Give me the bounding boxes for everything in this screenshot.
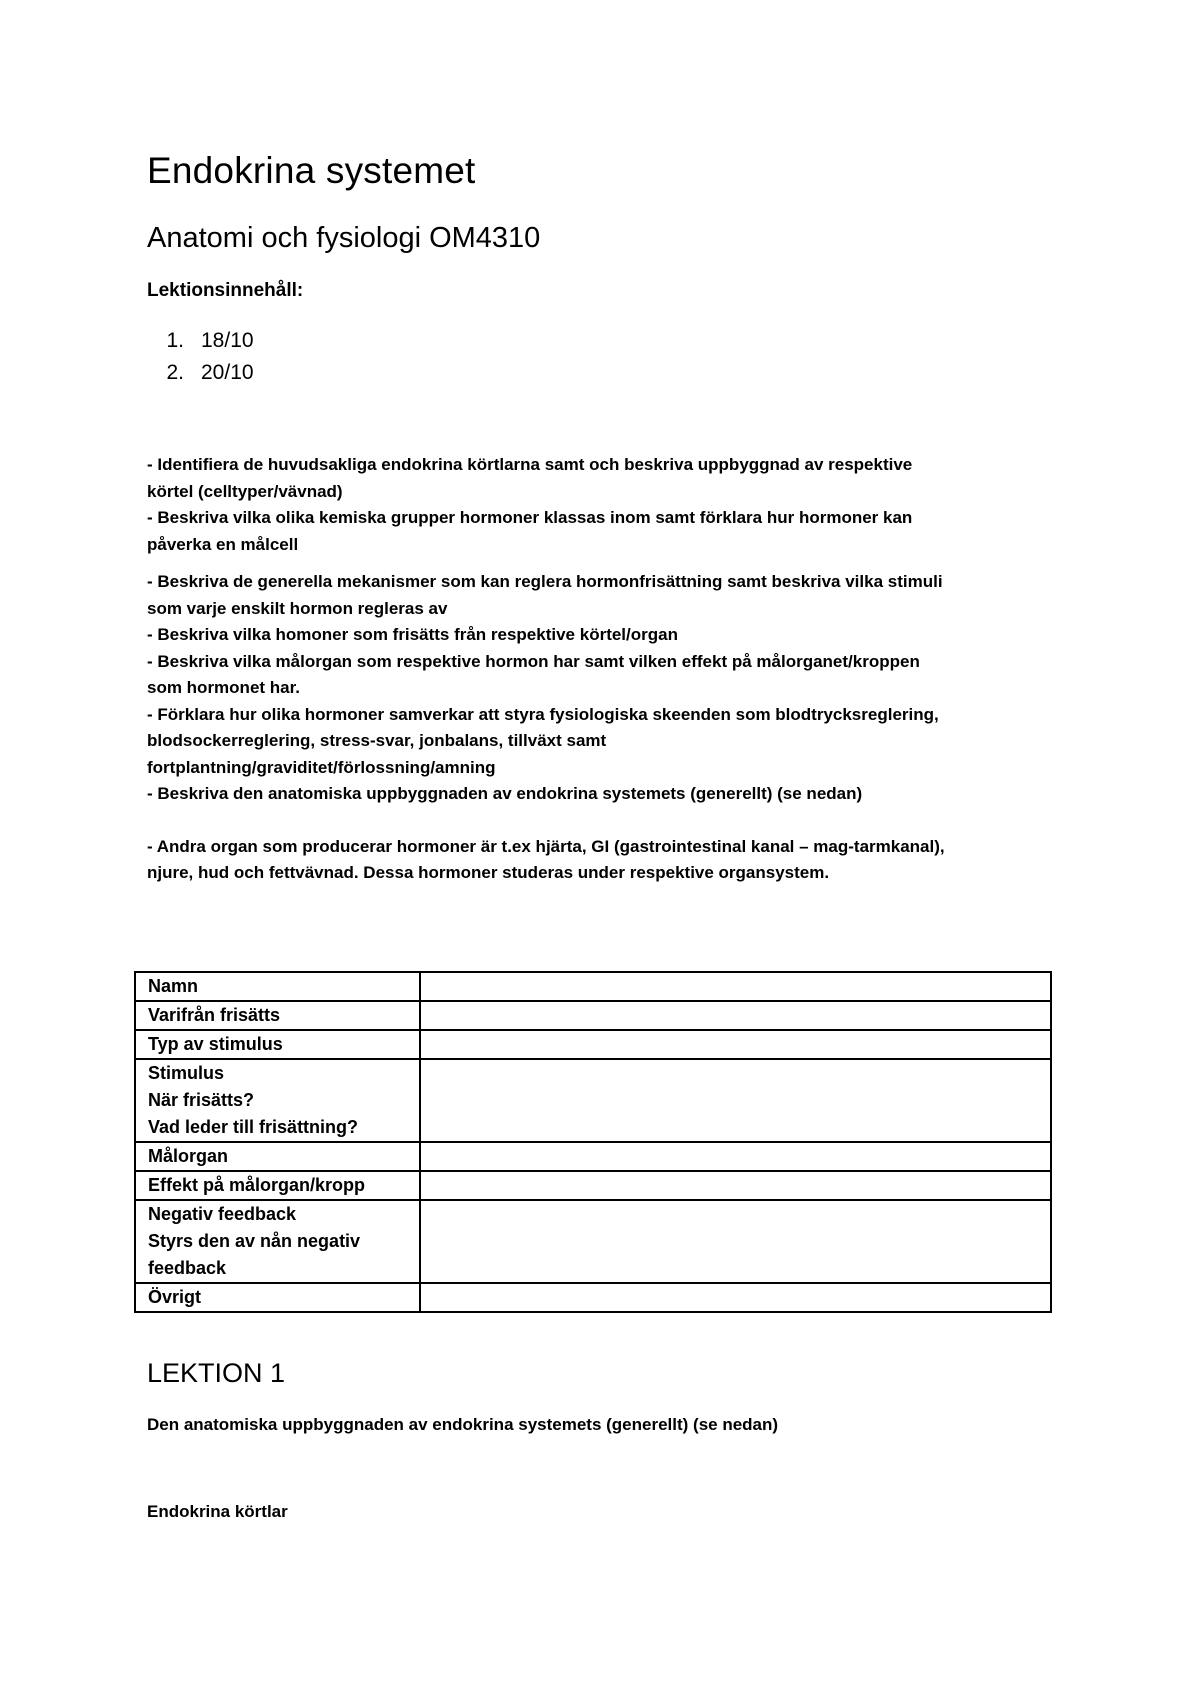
table-label-cell <box>135 1283 420 1312</box>
table-row <box>135 972 1051 1001</box>
table-row <box>135 1200 1051 1283</box>
objective-item: - Identifiera de huvudsakliga endokrina körtlarna samt och beskriva uppbyggnad av respektive körtel (celltyper/vävnad) <box>147 455 913 501</box>
lesson-content-heading: Lektionsinnehåll: <box>147 280 304 301</box>
learning-objectives <box>147 452 947 887</box>
endocrine-glands-heading: Endokrina körtlar <box>147 1502 288 1521</box>
table-value-cell <box>420 1171 1051 1200</box>
table-label-line: Övrigt <box>148 1287 202 1307</box>
objective-item: - Beskriva vilka homoner som frisätts från respektive körtel/organ <box>147 625 678 644</box>
table-row <box>135 1283 1051 1312</box>
hormone-table <box>134 971 1052 1313</box>
objective-item: - Beskriva vilka olika kemiska grupper hormoner klassas inom samt förklara hur hormoner kan påverka en målcell <box>147 508 913 554</box>
table-label-line: Negativ feedback <box>148 1204 297 1224</box>
table-label-cell <box>135 1200 420 1283</box>
table-value-cell <box>420 1001 1051 1030</box>
table-label-line: Målorgan <box>148 1146 229 1166</box>
lesson-list-item <box>147 325 254 357</box>
table-label-line: Varifrån frisätts <box>148 1005 281 1025</box>
lesson-list <box>147 325 254 389</box>
lesson-date: 20/10 <box>201 361 254 384</box>
table-label-line: När frisätts? <box>148 1090 255 1110</box>
table-label-cell <box>135 1142 420 1171</box>
table-label-cell <box>135 1171 420 1200</box>
table-label-cell <box>135 1030 420 1059</box>
objective-item: - Beskriva de generella mekanismer som kan reglera hormonfrisättning samt beskriva vilka stimuli som varje enskilt hormon regleras av <box>147 572 943 618</box>
hormone-table-body <box>135 972 1051 1312</box>
table-value-cell <box>420 1030 1051 1059</box>
table-label-line: feedback <box>148 1258 227 1278</box>
table-value-cell <box>420 1142 1051 1171</box>
table-label-line: Namn <box>148 976 199 996</box>
document-subtitle: Anatomi och fysiologi OM4310 <box>147 222 541 254</box>
table-label-cell <box>135 1001 420 1030</box>
lektion-1-title: LEKTION 1 <box>147 1358 286 1388</box>
lesson-date: 18/10 <box>201 329 254 352</box>
table-label-line: Typ av stimulus <box>148 1034 283 1054</box>
table-label-line: Vad leder till frisättning? <box>148 1117 359 1137</box>
lektion-1-description: Den anatomiska uppbyggnaden av endokrina systemets (generellt) (se nedan) <box>147 1415 779 1434</box>
lesson-number: 1. <box>166 329 184 352</box>
objective-item: - Andra organ som producerar hormoner är t.ex hjärta, GI (gastrointestinal kanal – mag-tarmkanal), njure, hud och fettvävnad. Dessa hormoner studeras under respektive organsystem. <box>147 836 945 882</box>
table-row <box>135 1171 1051 1200</box>
objective-item: - Beskriva vilka målorgan som respektive hormon har samt vilken effekt på målorganet/kroppen som hormonet har. <box>147 651 920 697</box>
table-label-line: Styrs den av nån negativ <box>148 1231 361 1251</box>
table-value-cell <box>420 1200 1051 1283</box>
table-value-cell <box>420 1283 1051 1312</box>
lesson-number: 2. <box>166 361 184 384</box>
table-label-cell <box>135 1059 420 1142</box>
objective-item: - Förklara hur olika hormoner samverkar att styra fysiologiska skeenden som blodtrycksreglering, blodsockerreglering, stress-svar, jonbalans, tillväxt samt fortplantning/graviditet/förlossning/amning <box>147 704 939 777</box>
table-label-cell <box>135 972 420 1001</box>
table-row <box>135 1059 1051 1142</box>
table-row <box>135 1142 1051 1171</box>
document-title: Endokrina systemet <box>147 150 476 191</box>
table-row <box>135 1030 1051 1059</box>
table-label-line: Effekt på målorgan/kropp <box>148 1175 366 1195</box>
table-value-cell <box>420 1059 1051 1142</box>
lesson-list-item <box>147 357 254 389</box>
objective-item: - Beskriva den anatomiska uppbyggnaden av endokrina systemets (generellt) (se nedan) <box>147 784 863 803</box>
table-label-line: Stimulus <box>148 1063 225 1083</box>
table-row <box>135 1001 1051 1030</box>
table-value-cell <box>420 972 1051 1001</box>
